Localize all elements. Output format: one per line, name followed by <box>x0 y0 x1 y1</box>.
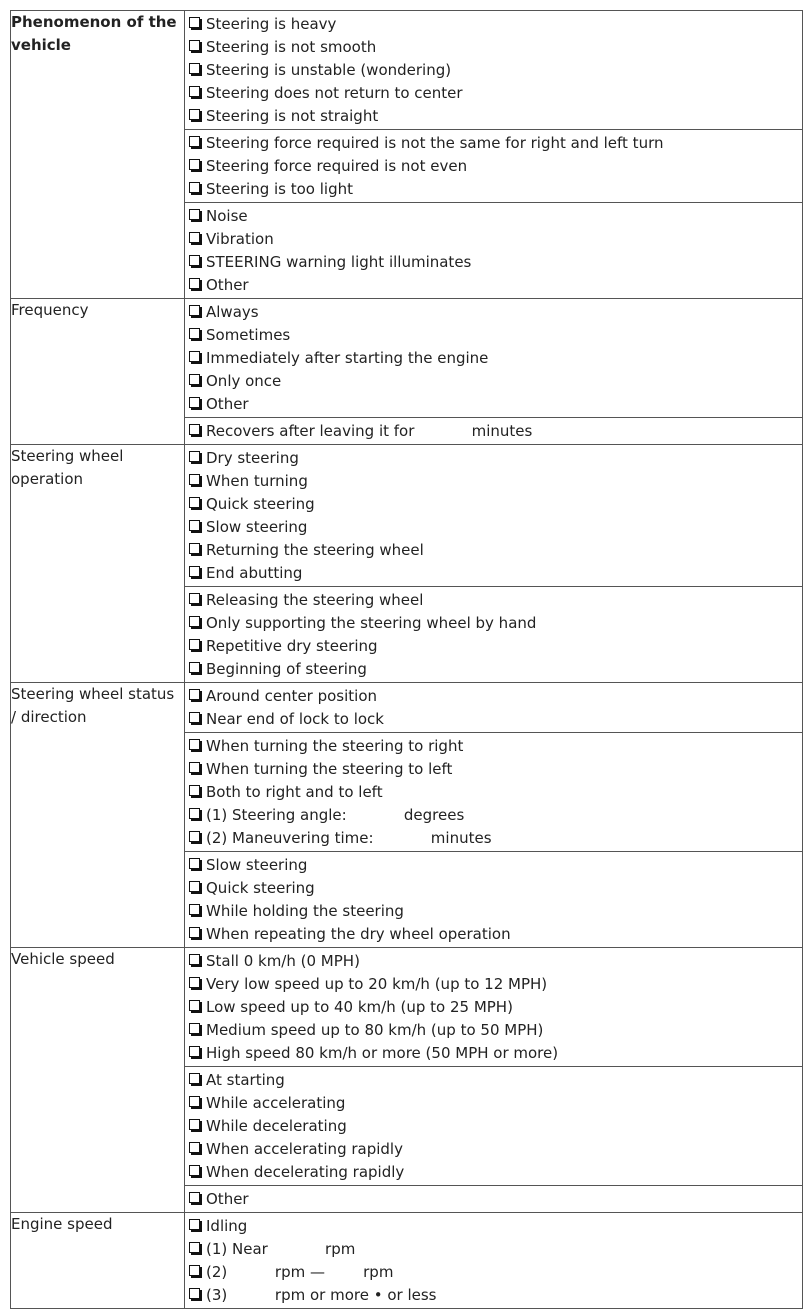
checklist-option[interactable] <box>189 105 802 128</box>
row-label: Steering wheel status / direction <box>11 683 185 948</box>
option-label: Always <box>206 303 259 321</box>
checklist-option[interactable] <box>189 1215 802 1238</box>
option-label: When turning the steering to left <box>206 760 453 778</box>
option-label: Quick steering <box>206 879 315 897</box>
row-label: Engine speed <box>11 1213 185 1309</box>
checkbox-icon[interactable] <box>189 1242 200 1253</box>
option-label: (1) Steering angle: degrees <box>206 806 465 824</box>
checklist-option[interactable] <box>189 13 802 36</box>
option-label: Steering is not smooth <box>206 38 377 56</box>
checklist-option[interactable] <box>189 658 802 681</box>
checkbox-icon[interactable] <box>189 1165 200 1176</box>
option-group <box>185 11 802 129</box>
checkbox-icon[interactable] <box>189 785 200 796</box>
checkbox-icon[interactable] <box>189 1073 200 1084</box>
checklist-option[interactable] <box>189 178 802 201</box>
option-label: Beginning of steering <box>206 660 367 678</box>
checklist-option[interactable] <box>189 589 802 612</box>
option-label: Steering force required is not even <box>206 157 468 175</box>
checklist-option[interactable] <box>189 973 802 996</box>
checkbox-icon[interactable] <box>189 40 200 51</box>
checklist-option[interactable] <box>189 470 802 493</box>
checklist-option[interactable] <box>189 324 802 347</box>
checklist-option[interactable] <box>189 1138 802 1161</box>
checklist-option[interactable] <box>189 1069 802 1092</box>
option-label: When decelerating rapidly <box>206 1163 405 1181</box>
checklist-option[interactable] <box>189 59 802 82</box>
checkbox-icon[interactable] <box>189 109 200 120</box>
checklist-option[interactable] <box>189 447 802 470</box>
checkbox-icon[interactable] <box>189 543 200 554</box>
checklist-option[interactable] <box>189 420 802 443</box>
checklist-option[interactable] <box>189 1261 802 1284</box>
checklist-row <box>11 11 803 299</box>
row-label: Vehicle speed <box>11 948 185 1213</box>
checkbox-icon[interactable] <box>189 831 200 842</box>
checkbox-icon[interactable] <box>189 136 200 147</box>
option-group <box>185 1066 802 1185</box>
checklist-option[interactable] <box>189 205 802 228</box>
checklist-row <box>11 683 803 948</box>
option-label: When turning <box>206 472 308 490</box>
option-label: Steering is heavy <box>206 15 337 33</box>
checklist-option[interactable] <box>189 516 802 539</box>
option-label: Only supporting the steering wheel by hand <box>206 614 537 632</box>
checkbox-icon[interactable] <box>189 86 200 97</box>
checklist-option[interactable] <box>189 1019 802 1042</box>
checkbox-icon[interactable] <box>189 1119 200 1130</box>
checklist-option[interactable] <box>189 1238 802 1261</box>
checklist-option[interactable] <box>189 370 802 393</box>
option-label: Immediately after starting the engine <box>206 349 489 367</box>
checklist-option[interactable] <box>189 781 802 804</box>
checkbox-icon[interactable] <box>189 1023 200 1034</box>
checkbox-icon[interactable] <box>189 255 200 266</box>
option-label: Repetitive dry steering <box>206 637 378 655</box>
option-group <box>185 732 802 851</box>
checkbox-icon[interactable] <box>189 424 200 435</box>
options-cell <box>185 299 803 445</box>
checkbox-icon[interactable] <box>189 712 200 723</box>
option-label: Steering is unstable (wondering) <box>206 61 452 79</box>
option-label: End abutting <box>206 564 303 582</box>
option-label: Other <box>206 276 249 294</box>
checkbox-icon[interactable] <box>189 927 200 938</box>
checkbox-icon[interactable] <box>189 689 200 700</box>
checkbox-icon[interactable] <box>189 1000 200 1011</box>
checkbox-icon[interactable] <box>189 762 200 773</box>
checkbox-icon[interactable] <box>189 977 200 988</box>
checklist-option[interactable] <box>189 735 802 758</box>
checklist-option[interactable] <box>189 877 802 900</box>
checkbox-icon[interactable] <box>189 808 200 819</box>
option-label: Dry steering <box>206 449 299 467</box>
checkbox-icon[interactable] <box>189 904 200 915</box>
checkbox-icon[interactable] <box>189 1142 200 1153</box>
checkbox-icon[interactable] <box>189 159 200 170</box>
checkbox-icon[interactable] <box>189 616 200 627</box>
checkbox-icon[interactable] <box>189 209 200 220</box>
checkbox-icon[interactable] <box>189 305 200 316</box>
option-label: Both to right and to left <box>206 783 383 801</box>
option-label: Only once <box>206 372 282 390</box>
checklist-option[interactable] <box>189 393 802 416</box>
checkbox-icon[interactable] <box>189 566 200 577</box>
option-label: Other <box>206 1190 249 1208</box>
checklist-row <box>11 299 803 445</box>
option-label: Slow steering <box>206 856 308 874</box>
checkbox-icon[interactable] <box>189 858 200 869</box>
row-label: Steering wheel operation <box>11 445 185 683</box>
checkbox-icon[interactable] <box>189 954 200 965</box>
option-group <box>185 1185 802 1212</box>
option-label: When accelerating rapidly <box>206 1140 403 1158</box>
checkbox-icon[interactable] <box>189 1096 200 1107</box>
option-group <box>185 417 802 444</box>
checklist-option[interactable] <box>189 708 802 731</box>
checkbox-icon[interactable] <box>189 451 200 462</box>
option-label: (2) rpm — rpm <box>206 1263 394 1281</box>
checklist-option[interactable] <box>189 228 802 251</box>
checklist-option[interactable] <box>189 1042 802 1065</box>
checklist-option[interactable] <box>189 854 802 877</box>
option-label: STEERING warning light illuminates <box>206 253 472 271</box>
options-cell <box>185 1213 803 1309</box>
option-label: Near end of lock to lock <box>206 710 384 728</box>
checklist-option[interactable] <box>189 301 802 324</box>
checkbox-icon[interactable] <box>189 1288 200 1299</box>
option-label: Sometimes <box>206 326 291 344</box>
options-cell <box>185 445 803 683</box>
row-label: Frequency <box>11 299 185 445</box>
option-label: Slow steering <box>206 518 308 536</box>
checklist-option[interactable] <box>189 1284 802 1307</box>
checkbox-icon[interactable] <box>189 278 200 289</box>
checklist-row <box>11 1213 803 1309</box>
option-group <box>185 445 802 586</box>
checklist-option[interactable] <box>189 347 802 370</box>
checklist-body <box>11 11 803 1309</box>
checkbox-icon[interactable] <box>189 474 200 485</box>
option-label: Very low speed up to 20 km/h (up to 12 MPH) <box>206 975 548 993</box>
option-label: Steering is too light <box>206 180 353 198</box>
option-group <box>185 202 802 298</box>
checkbox-icon[interactable] <box>189 328 200 339</box>
option-label: Returning the steering wheel <box>206 541 424 559</box>
options-cell <box>185 948 803 1213</box>
checklist-option[interactable] <box>189 36 802 59</box>
option-label: While holding the steering <box>206 902 404 920</box>
option-label: While accelerating <box>206 1094 346 1112</box>
checkbox-icon[interactable] <box>189 232 200 243</box>
options-cell <box>185 11 803 299</box>
option-group <box>185 129 802 202</box>
option-label: (2) Maneuvering time: minutes <box>206 829 492 847</box>
checklist-option[interactable] <box>189 155 802 178</box>
checkbox-icon[interactable] <box>189 351 200 362</box>
checkbox-icon[interactable] <box>189 520 200 531</box>
option-label: Stall 0 km/h (0 MPH) <box>206 952 360 970</box>
checklist-option[interactable] <box>189 539 802 562</box>
checklist-option[interactable] <box>189 635 802 658</box>
option-label: Low speed up to 40 km/h (up to 25 MPH) <box>206 998 513 1016</box>
option-label: While decelerating <box>206 1117 347 1135</box>
option-label: Vibration <box>206 230 274 248</box>
checklist-option[interactable] <box>189 612 802 635</box>
option-label: Recovers after leaving it for minutes <box>206 422 533 440</box>
checklist-option[interactable] <box>189 132 802 155</box>
checklist-row <box>11 948 803 1213</box>
checklist-option[interactable] <box>189 1115 802 1138</box>
checkbox-icon[interactable] <box>189 1046 200 1057</box>
checklist-option[interactable] <box>189 1161 802 1184</box>
checkbox-icon[interactable] <box>189 1219 200 1230</box>
option-label: Other <box>206 395 249 413</box>
checklist-option[interactable] <box>189 900 802 923</box>
options-cell <box>185 683 803 948</box>
checkbox-icon[interactable] <box>189 739 200 750</box>
option-group <box>185 948 802 1066</box>
row-label: Phenomenon of the vehicle <box>11 11 185 299</box>
checklist-option[interactable] <box>189 804 802 827</box>
option-label: Medium speed up to 80 km/h (up to 50 MPH) <box>206 1021 544 1039</box>
checkbox-icon[interactable] <box>189 1192 200 1203</box>
checklist-option[interactable] <box>189 1092 802 1115</box>
checkbox-icon[interactable] <box>189 1265 200 1276</box>
checkbox-icon[interactable] <box>189 497 200 508</box>
option-label: (3) rpm or more • or less <box>206 1286 437 1304</box>
option-group <box>185 586 802 682</box>
option-label: Idling <box>206 1217 248 1235</box>
option-label: (1) Near rpm <box>206 1240 356 1258</box>
option-label: Steering is not straight <box>206 107 379 125</box>
checkbox-icon[interactable] <box>189 374 200 385</box>
checkbox-icon[interactable] <box>189 63 200 74</box>
option-label: When repeating the dry wheel operation <box>206 925 511 943</box>
option-label: Around center position <box>206 687 378 705</box>
checkbox-icon[interactable] <box>189 881 200 892</box>
checkbox-icon[interactable] <box>189 593 200 604</box>
option-label: Noise <box>206 207 248 225</box>
checklist-option[interactable] <box>189 493 802 516</box>
checklist-option[interactable] <box>189 950 802 973</box>
option-label: High speed 80 km/h or more (50 MPH or more) <box>206 1044 559 1062</box>
option-group <box>185 851 802 947</box>
option-label: Steering force required is not the same for right and left turn <box>206 134 664 152</box>
checkbox-icon[interactable] <box>189 639 200 650</box>
checkbox-icon[interactable] <box>189 397 200 408</box>
checklist-option[interactable] <box>189 82 802 105</box>
option-label: Releasing the steering wheel <box>206 591 424 609</box>
checklist-option[interactable] <box>189 1188 802 1211</box>
checkbox-icon[interactable] <box>189 662 200 673</box>
checklist-option[interactable] <box>189 251 802 274</box>
checkbox-icon[interactable] <box>189 17 200 28</box>
option-label: At starting <box>206 1071 285 1089</box>
checklist-option[interactable] <box>189 923 802 946</box>
checklist-row <box>11 445 803 683</box>
checklist-option[interactable] <box>189 274 802 297</box>
option-group <box>185 1213 802 1308</box>
option-group <box>185 299 802 417</box>
option-label: When turning the steering to right <box>206 737 464 755</box>
diagnostic-checklist-table <box>10 10 803 1309</box>
checkbox-icon[interactable] <box>189 182 200 193</box>
option-group <box>185 683 802 732</box>
checklist-option[interactable] <box>189 562 802 585</box>
checklist-option[interactable] <box>189 996 802 1019</box>
checklist-option[interactable] <box>189 827 802 850</box>
checklist-option[interactable] <box>189 685 802 708</box>
option-label: Quick steering <box>206 495 315 513</box>
option-label: Steering does not return to center <box>206 84 463 102</box>
checklist-option[interactable] <box>189 758 802 781</box>
